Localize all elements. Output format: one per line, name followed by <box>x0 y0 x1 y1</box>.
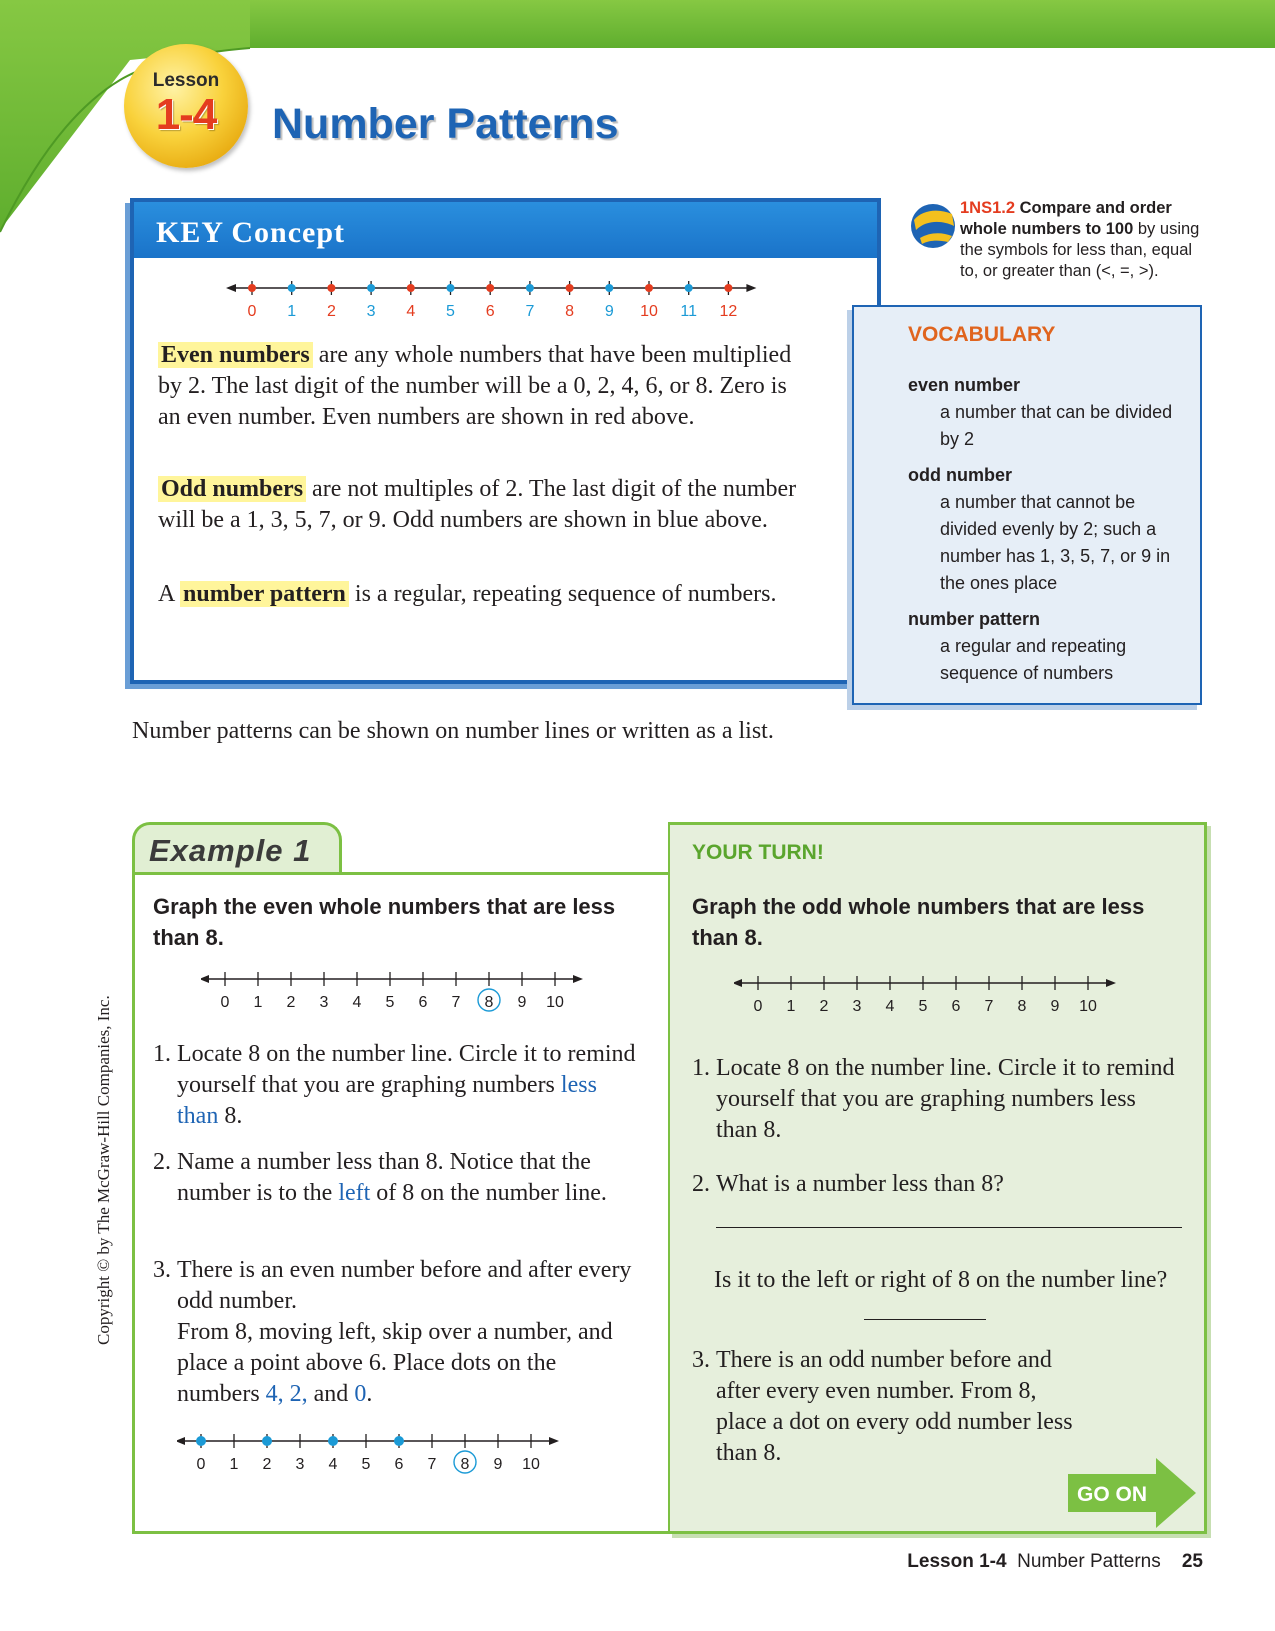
footer-lesson: Lesson 1-4 <box>907 1551 1007 1572</box>
tick-label: 7 <box>451 994 461 1011</box>
vocabulary-box <box>852 305 1202 705</box>
tick-label: 0 <box>247 303 257 320</box>
tick-label: 10 <box>640 303 658 320</box>
tick-label: 0 <box>196 1456 206 1473</box>
arrow-right-icon <box>1106 979 1116 987</box>
tick-label: 10 <box>1079 998 1097 1015</box>
odd-numbers-paragraph <box>158 474 798 536</box>
number-dot <box>566 284 574 292</box>
tick-label: 6 <box>418 994 428 1011</box>
tick-label: 6 <box>951 998 961 1015</box>
tick-label: 9 <box>1050 998 1060 1015</box>
tick-label: 3 <box>852 998 862 1015</box>
standard-code: 1NS1.2 <box>960 199 1016 217</box>
footer-title: Number Patterns <box>1017 1551 1161 1572</box>
key-concept-header <box>134 202 877 258</box>
vocab-def-odd: a number that cannot be divided evenly by 2; such a number has 1, 3, 5, 7, or 9 in the ones place <box>940 492 1171 593</box>
tick-label: 7 <box>427 1456 437 1473</box>
example-step-3 <box>153 1255 643 1410</box>
your-turn-title: YOUR TURN! <box>692 841 824 864</box>
tick-label: 0 <box>220 994 230 1011</box>
tick-label: 1 <box>253 994 263 1011</box>
odd-numbers-term: Odd numbers <box>158 476 306 502</box>
your-turn-step-2 <box>692 1169 1182 1200</box>
number-dot <box>196 1436 206 1446</box>
example-step-3-highlight-2: 0 <box>354 1381 367 1407</box>
tick-label: 0 <box>753 998 763 1015</box>
example-tab-label: Example 1 <box>149 833 312 868</box>
tick-label: 3 <box>366 303 376 320</box>
arrow-left-icon <box>177 1437 185 1445</box>
tick-label: 4 <box>328 1456 338 1473</box>
tick-label: 7 <box>984 998 994 1015</box>
vocab-term-pattern: number pattern <box>908 609 1041 629</box>
vocabulary-title: VOCABULARY <box>908 323 1056 346</box>
footer-page: 25 <box>1181 1551 1203 1572</box>
example-panel <box>132 872 671 1534</box>
lesson-word: Lesson <box>152 70 220 91</box>
example-step-3-highlight-1: 4, 2, <box>265 1381 308 1407</box>
your-turn-panel <box>668 822 1207 1534</box>
example-prompt: Graph the even whole numbers that are less than 8. <box>153 894 616 950</box>
tick-label: 3 <box>295 1456 305 1473</box>
example-step-1 <box>153 1039 643 1132</box>
tick-label: 11 <box>680 303 698 320</box>
tick-label: 12 <box>719 303 738 320</box>
number-dot <box>288 284 296 292</box>
tick-label: 8 <box>460 1456 470 1473</box>
tick-label: 7 <box>525 303 535 320</box>
example-step-2 <box>153 1147 643 1209</box>
number-dot <box>645 284 653 292</box>
vocab-term-odd: odd number <box>908 465 1012 485</box>
copyright: Copyright © by The McGraw-Hill Companies, Inc. <box>94 995 113 1345</box>
key-concept-heading: KEY Concept <box>156 216 346 249</box>
tick-label: 9 <box>493 1456 503 1473</box>
standard-bold: Compare and order whole numbers to 100 <box>960 199 1172 238</box>
number-dot <box>394 1436 404 1446</box>
example-step-1-text: Locate 8 on the number line. Circle it to remind yourself that you are graphing numbers <box>177 1041 636 1098</box>
example-step-3-end: . <box>366 1381 373 1407</box>
lesson-badge <box>124 44 248 168</box>
number-dot <box>685 284 693 292</box>
arrow-left-icon <box>734 979 742 987</box>
your-turn-step-1-number: 1. <box>692 1055 710 1081</box>
standard-rest: by using the symbols for less than, equal to, or greater than (<, =, >). <box>960 220 1200 280</box>
tick-label: 2 <box>326 303 336 320</box>
answer-line-number[interactable] <box>716 1227 1182 1228</box>
your-turn-step-3-number: 3. <box>692 1347 710 1373</box>
tick-label: 1 <box>786 998 796 1015</box>
lesson-number: 1-4 <box>155 90 217 139</box>
your-turn-step-1-text: Locate 8 on the number line. Circle it to remind yourself that you are graphing numbers less than 8. <box>716 1055 1175 1143</box>
vocab-def-even: a number that can be divided by 2 <box>940 402 1173 449</box>
example-step-3-number: 3. <box>153 1257 171 1283</box>
intro-text: Number patterns can be shown on number lines or written as a list. <box>132 718 774 744</box>
tick-label: 6 <box>394 1456 404 1473</box>
your-turn-step-3-text: There is an odd number before and after every even number. From 8, place a dot on every odd number less than 8. <box>716 1347 1073 1466</box>
even-numbers-paragraph <box>158 340 798 433</box>
page-title: Number Patterns <box>272 100 619 148</box>
standard-text <box>960 198 1200 282</box>
tick-label: 5 <box>918 998 928 1015</box>
example-step-2-end: of 8 on the number line. <box>370 1180 607 1206</box>
tick-label: 5 <box>446 303 455 320</box>
tick-label: 4 <box>406 303 416 320</box>
tick-label: 3 <box>319 994 329 1011</box>
tick-label: 5 <box>361 1456 371 1473</box>
example-step-1-highlight: less than <box>177 1072 597 1129</box>
even-numbers-text: are any whole numbers that have been multiplied by 2. The last digit of the number will be a 0, 2, 4, 6, or 8. Zero is an even number. Even numbers are shown in red above. <box>158 342 792 430</box>
arrow-right-icon <box>549 1437 559 1445</box>
example-step-1-end: 8. <box>218 1103 243 1129</box>
number-dot <box>407 284 415 292</box>
tick-label: 2 <box>286 994 296 1011</box>
standard-globe-icon <box>908 198 958 252</box>
arrow-left-icon <box>226 284 236 292</box>
example-step-2-highlight: left <box>338 1180 371 1206</box>
example-step-3-text: There is an even number before and after every odd number. <box>177 1257 632 1314</box>
vocab-def-pattern: a regular and repeating sequence of numbers <box>940 636 1127 683</box>
tick-label: 4 <box>352 994 362 1011</box>
tick-label: 1 <box>229 1456 239 1473</box>
tick-label: 4 <box>885 998 895 1015</box>
number-pattern-text: is a regular, repeating sequence of numbers. <box>348 581 777 607</box>
number-dot <box>526 284 534 292</box>
tick-label: 2 <box>819 998 829 1015</box>
key-concept-box <box>130 198 881 684</box>
example-step-2-text: Name a number less than 8. Notice that the number is to the <box>177 1149 591 1206</box>
page-footer <box>907 1551 1203 1573</box>
example-step-3-and: and <box>307 1381 355 1407</box>
tick-label: 9 <box>604 303 614 320</box>
arrow-right-icon <box>746 284 756 292</box>
number-dot <box>327 284 335 292</box>
number-dot <box>724 284 732 292</box>
arrow-right-icon <box>573 975 583 983</box>
example-step-1-number: 1. <box>153 1041 171 1067</box>
your-turn-prompt: Graph the odd whole numbers that are less than 8. <box>692 894 1145 950</box>
your-turn-step-2-text: What is a number less than 8? <box>716 1171 1004 1197</box>
your-turn-step-3 <box>692 1345 1092 1469</box>
number-dot <box>447 284 455 292</box>
tick-label: 6 <box>485 303 495 320</box>
tick-label: 5 <box>385 994 395 1011</box>
arrow-left-icon <box>201 975 209 983</box>
your-turn-step-2-number: 2. <box>692 1171 710 1197</box>
example-number-line <box>201 969 611 1017</box>
number-line-axis <box>226 281 756 320</box>
key-number-line <box>220 276 770 330</box>
your-turn-step-2-followup <box>714 1265 1184 1296</box>
example-dotted-number-line <box>177 1429 587 1481</box>
your-turn-number-line <box>734 973 1144 1021</box>
answer-line-direction[interactable] <box>864 1319 986 1320</box>
tick-label: 10 <box>546 994 564 1011</box>
tick-label: 8 <box>565 303 575 320</box>
vocab-term-even: even number <box>908 375 1021 395</box>
tick-label: 8 <box>484 994 494 1011</box>
number-pattern-term: number pattern <box>180 581 349 607</box>
go-on-button[interactable] <box>1068 1458 1198 1528</box>
example-step-2-number: 2. <box>153 1149 171 1175</box>
example-tab <box>132 822 342 877</box>
tick-label: 9 <box>517 994 527 1011</box>
number-dot <box>328 1436 338 1446</box>
odd-numbers-text: are not multiples of 2. The last digit of the number will be a 1, 3, 5, 7, or 9. Odd numbers are shown in blue above. <box>158 476 797 533</box>
tick-label: 1 <box>287 303 297 320</box>
even-numbers-term: Even numbers <box>158 342 313 368</box>
example-step-3-text-b: From 8, moving left, skip over a number, and place a point above 6. Place dots on the numbers <box>177 1319 613 1407</box>
your-turn-step-2-followup-text: Is it to the left or right of 8 on the number line? <box>714 1267 1168 1293</box>
number-dot <box>367 284 375 292</box>
tick-label: 8 <box>1017 998 1027 1015</box>
your-turn-step-1 <box>692 1053 1182 1146</box>
number-dot <box>605 284 613 292</box>
go-on-label: GO ON <box>1076 1483 1148 1506</box>
number-dot <box>486 284 494 292</box>
tick-label: 10 <box>522 1456 540 1473</box>
number-dot <box>248 284 256 292</box>
tick-label: 2 <box>262 1456 272 1473</box>
number-pattern-paragraph <box>158 579 798 610</box>
number-dot <box>262 1436 272 1446</box>
number-pattern-start: A <box>158 581 181 607</box>
